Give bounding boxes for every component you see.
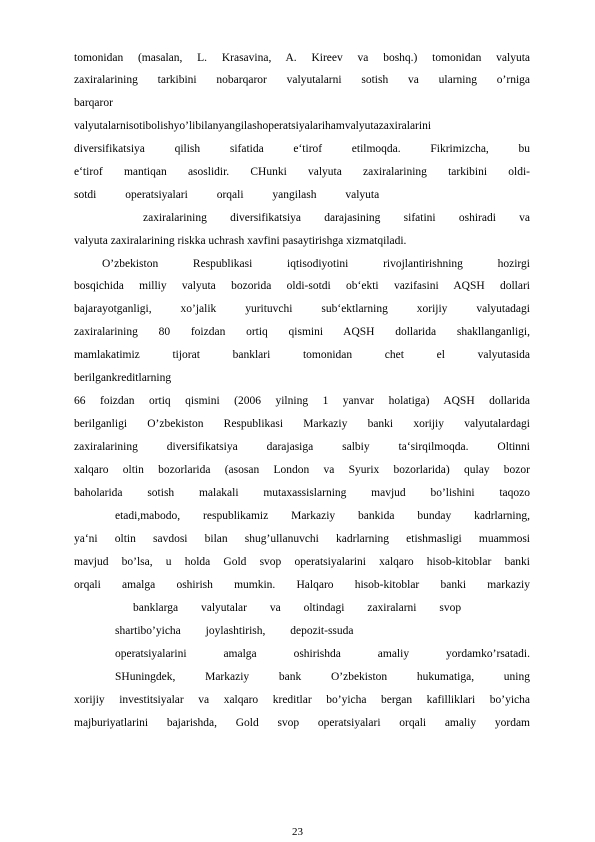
text-line-20: baholarida sotish malakali mutaxassislarning mavjud bo’lishini taqozo xyxy=(74,487,530,499)
text-line-4: valyutalarnisotibolishyo’libilanyangilashoperatsiyalarihamvalyutazaxiralarini xyxy=(74,120,432,132)
text-line-25: banklarga valyutalar va oltindagi zaxiralarni svop xyxy=(133,602,462,614)
text-line-26: shartibo’yicha joylashtirish, depozit-ssuda xyxy=(115,625,354,637)
text-line-11: bosqichida milliy valyuta bozorida oldi-sotdi ob‘ekti vazifasini AQSH dollari xyxy=(74,280,530,292)
text-line-9: valyuta zaxiralarining riskka uchrash xavfini pasaytirishga xizmatqiladi. xyxy=(74,235,407,247)
text-line-30: majburiyatlarini bajarishda, Gold svop operatsiyalari orqali amaliy yordam xyxy=(74,717,530,729)
text-line-16: 66 foizdan ortiq qismini (2006 yilning 1 yanvar holatiga) AQSH dollarida xyxy=(74,395,530,407)
text-line-12: bajarayotganligi, xo’jalik yurituvchi sub‘ektlarning xorijiy valyutadagi xyxy=(74,303,530,315)
text-line-8: zaxiralarining diversifikatsiya darajasining sifatini oshiradi va xyxy=(143,212,530,224)
text-line-3: barqaror xyxy=(74,97,113,109)
text-line-28: SHuningdek, Markaziy bank O’zbekiston hukumatiga, uning xyxy=(115,671,530,683)
text-line-23: mavjud bo’lsa, u holda Gold svop operatsiyalarini xalqaro hisob-kitoblar banki xyxy=(74,556,530,568)
text-line-10: O’zbekiston Respublikasi iqtisodiyotini rivojlantirishning hozirgi xyxy=(102,258,530,270)
text-line-7: sotdi operatsiyalari orqali yangilash valyuta xyxy=(74,189,380,201)
text-line-6: e‘tirof mantiqan asoslidir. CHunki valyuta zaxiralarining tarkibini oldi- xyxy=(74,166,530,178)
text-line-18: zaxiralarining diversifikatsiya darajasiga salbiy ta‘sirqilmoqda. Oltinni xyxy=(74,441,530,453)
text-line-14: mamlakatimiz tijorat banklari tomonidan chet el valyutasida xyxy=(74,349,530,361)
text-line-1: tomonidan (masalan, L. Krasavina, A. Kireev va boshq.) tomonidan valyuta xyxy=(74,52,530,64)
text-line-19: xalqaro oltin bozorlarida (asosan London va Syurix bozorlarida) qulay bozor xyxy=(74,464,530,476)
text-line-21: etadi,mabodo, respublikamiz Markaziy bankida bunday kadrlarning, xyxy=(115,510,530,522)
text-line-5: diversifikatsiya qilish sifatida e‘tirof etilmoqda. Fikrimizcha, bu xyxy=(74,143,530,155)
text-line-22: ya‘ni oltin savdosi bilan shug’ullanuvchi kadrlarning etishmasligi muammosi xyxy=(74,533,530,545)
page-number: 23 xyxy=(292,826,303,838)
text-line-2: zaxiralarining tarkibini nobarqaror valyutalarni sotish va ularning o’rniga xyxy=(74,74,530,86)
text-line-29: xorijiy investitsiyalar va xalqaro kreditlar bo’yicha bergan kafilliklari bo’yicha xyxy=(74,694,530,706)
text-line-15: berilgankreditlarning xyxy=(74,372,172,384)
text-line-24: orqali amalga oshirish mumkin. Halqaro hisob-kitoblar banki markaziy xyxy=(74,579,530,591)
text-line-13: zaxiralarining 80 foizdan ortiq qismini AQSH dollarida shakllanganligi, xyxy=(74,326,530,338)
text-line-17: berilganligi O’zbekiston Respublikasi Markaziy banki xorijiy valyutalardagi xyxy=(74,418,530,430)
text-line-27: operatsiyalarini amalga oshirishda amaliy yordamko’rsatadi. xyxy=(115,648,530,660)
